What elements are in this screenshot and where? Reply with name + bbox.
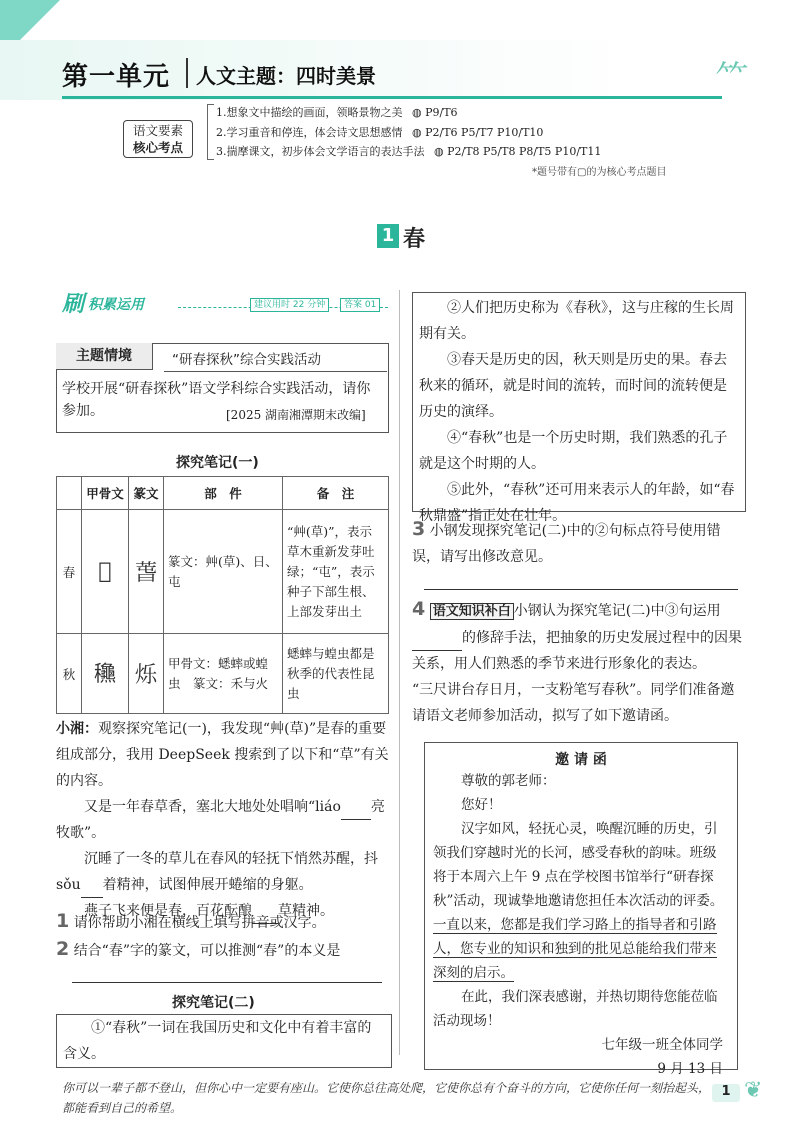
header-cell: 部 件 bbox=[164, 477, 283, 510]
question-text: 小钢发现探究笔记(二)中的②句标点符号使用错误，请写出修改意见。 bbox=[412, 523, 721, 565]
question-context: “三尺讲台存日月，一支粉笔写春秋”。同学们准备邀请语文老师参加活动，拟写了如下邀请函。 bbox=[412, 682, 735, 724]
answer-label: 答案 bbox=[344, 300, 363, 310]
notes2-sentence: ②人们把历史称为《春秋》，这与庄稼的生长周期有关。 bbox=[419, 300, 734, 342]
book-icon: ◍ bbox=[412, 106, 422, 119]
grass-text: 沉睡了一冬的草儿在春风的轻抚下悄然苏醒，抖 sǒu bbox=[56, 851, 378, 893]
theme-source: [2025 湖南湘潭期末改编] bbox=[226, 408, 366, 422]
header-cell: 甲骨文 bbox=[82, 477, 129, 510]
remark-cell: 蟋蟀与蝗虫都是秋季的代表性昆虫 bbox=[283, 634, 389, 714]
letter-signer: 七年级一班全体同学 bbox=[601, 1037, 723, 1053]
core-note: *题号带有▢的为核心考点题目 bbox=[532, 167, 667, 178]
notes2-box-right bbox=[412, 292, 746, 524]
theme-title: 人文主题：四时美景 bbox=[196, 64, 376, 88]
notes2-sentence: ④“春秋”也是一个历史时期，我们熟悉的孔子就是这个时期的人。 bbox=[419, 430, 728, 472]
grass-text: 又是一年春草香，塞北大地处处唱响“liáo bbox=[84, 799, 341, 815]
notes2-box-left bbox=[56, 1014, 392, 1068]
footer-motto: 你可以一辈子都不登山，但你心中一定要有座山。它使你总往高处爬，它使你总有个奋斗的方向，它使你任何一刻抬起头，都能看到自己的希望。 bbox=[62, 1081, 711, 1115]
unit-title: 第一单元 bbox=[62, 62, 171, 92]
question-number: 1 bbox=[56, 910, 70, 932]
grass-paragraph-2 bbox=[56, 846, 390, 898]
bracket-decoration bbox=[207, 104, 214, 160]
key-point-text: 1.想象文中描绘的画面，领略景物之美 bbox=[216, 106, 403, 119]
key-label-line2: 核心考点 bbox=[132, 140, 183, 155]
parts-cell: 甲骨文：蟋蟀或蝗虫 篆文：禾与火 bbox=[164, 634, 283, 714]
xiaoxiang-text: 观察探究笔记(一)，我发现“艸(草)”是春的重要组成部分，我用 DeepSeek 搜索到了以下和“草”有关的内容。 bbox=[56, 721, 389, 789]
notes2-sentence: ③春天是历史的因，秋天则是历史的果。春去秋来的循环，就是时间的流转，而时间的流转便是历史的演绎。 bbox=[419, 352, 727, 420]
section-mark: 刷 bbox=[62, 292, 85, 317]
fill-blank[interactable] bbox=[81, 881, 103, 898]
key-point-refs: P9/T6 bbox=[425, 106, 458, 119]
question-2 bbox=[56, 936, 390, 964]
table-row bbox=[57, 510, 389, 634]
theme-tab: 主题情境 bbox=[56, 343, 153, 370]
leaf-icon: ❦ bbox=[744, 1078, 763, 1103]
notes2-sentence: ⑤此外，“春秋”还可用来表示人的年龄，如“春秋鼎盛”指正处在壮年。 bbox=[419, 482, 735, 524]
question-4 bbox=[412, 596, 742, 729]
letter-body-text: 汉字如风，轻抚心灵，唤醒沉睡的历史，引领我们穿越时光的长河，感受春秋的韵味。班级将于本周六上午 9 点在学校图书馆举行“研春探秋”活动，现诚挚地邀请您担任本次活动的评委。 bbox=[433, 821, 724, 909]
knowledge-tag: 语文知识补白 bbox=[430, 603, 514, 620]
book-icon: ◍ bbox=[412, 126, 422, 139]
notes1-table bbox=[56, 476, 389, 714]
seal-glyph: 萅 bbox=[129, 510, 164, 634]
seal-glyph: 烁 bbox=[129, 634, 164, 714]
table-row bbox=[57, 634, 389, 714]
letter-body bbox=[433, 817, 729, 985]
letter-title: 邀 请 函 bbox=[555, 752, 607, 768]
section-name: 积累运用 bbox=[88, 297, 144, 313]
time-badge bbox=[250, 298, 329, 312]
notes1-title: 探究笔记(一) bbox=[176, 455, 259, 471]
grass-text: 燕子飞来便是春，百花酝酿 bbox=[84, 903, 252, 919]
question-text: 请你帮助小湘在横线上填写拼音或汉字。 bbox=[73, 915, 326, 931]
oracle-glyph: 𥤚 bbox=[82, 634, 129, 714]
theme-tab-line bbox=[164, 371, 387, 372]
invitation-letter bbox=[424, 742, 738, 1077]
xiaoxiang-paragraph bbox=[56, 716, 390, 794]
time-value: 22 分钟 bbox=[292, 300, 326, 310]
letter-hello: 您好！ bbox=[461, 797, 502, 813]
key-point bbox=[216, 124, 543, 140]
speaker-label: 小湘： bbox=[56, 721, 98, 737]
question-text: 结合“春”字的篆文，可以推测“春”的本义是 bbox=[73, 943, 341, 959]
key-point bbox=[216, 104, 458, 120]
letter-closing: 在此，我们深表感谢，并热切期待您能莅临活动现场！ bbox=[433, 989, 718, 1029]
answer-line[interactable] bbox=[424, 589, 738, 590]
answer-line[interactable] bbox=[72, 982, 382, 983]
header-rule bbox=[62, 96, 722, 99]
question-text: 小钢认为探究笔记(二)中③句运用 bbox=[513, 603, 721, 619]
key-point-text: 2.学习重音和停连，体会诗文思想感情 bbox=[216, 126, 403, 139]
header-cell bbox=[57, 477, 82, 510]
parts-cell: 篆文：艸(草)、日、屯 bbox=[164, 510, 283, 634]
letter-underlined-text: 一直以来，您都是我们学习路上的指导者和引路人，您专业的知识和独到的批见总能给我们带来深刻的启示。 bbox=[433, 917, 717, 981]
title-divider bbox=[186, 58, 188, 88]
book-icon: ◍ bbox=[434, 145, 444, 158]
bamboo-icon: ⺮ bbox=[715, 58, 749, 98]
lesson-title: 春 bbox=[403, 226, 426, 252]
oracle-glyph: 𣆀 bbox=[82, 510, 129, 634]
grass-paragraph-1 bbox=[56, 794, 390, 846]
question-number: 3 bbox=[412, 518, 426, 540]
column-divider bbox=[399, 290, 400, 1055]
time-label: 建议用时 bbox=[254, 300, 291, 310]
letter-date: 9 月 13 日 bbox=[657, 1061, 723, 1077]
fill-blank[interactable] bbox=[341, 803, 371, 820]
question-number: 2 bbox=[56, 938, 70, 960]
row-char: 秋 bbox=[57, 634, 82, 714]
question-1 bbox=[56, 908, 390, 936]
notes2-sentence: ①“春秋”一词在我国历史和文化中有着丰富的含义。 bbox=[63, 1020, 372, 1062]
lesson-number: 1 bbox=[377, 224, 399, 248]
fill-blank[interactable] bbox=[412, 634, 462, 651]
notes2-title: 探究笔记(二) bbox=[172, 995, 255, 1011]
question-3 bbox=[412, 516, 742, 570]
remark-cell: “艸(草)”，表示草木重新发芽吐绿；“屯”，表示种子下部生根、上部发芽出土 bbox=[283, 510, 389, 634]
grass-text: 着精神，试图伸展开蜷缩的身躯。 bbox=[102, 877, 313, 893]
key-label-line1: 语文要素 bbox=[132, 123, 183, 138]
question-text: 的修辞手法，把抽象的历史发展过程中的因果关系，用人们熟悉的季节来进行形象化的表达。 bbox=[412, 630, 742, 672]
theme-description: 学校开展“研春探秋”语文学科综合实践活动，请你参加。 bbox=[62, 381, 371, 419]
key-point-refs: P2/T6 P5/T7 P10/T10 bbox=[425, 126, 544, 139]
key-point bbox=[216, 143, 601, 159]
header-cell: 篆文 bbox=[129, 477, 164, 510]
question-number: 4 bbox=[412, 598, 426, 620]
letter-greeting: 尊敬的郭老师： bbox=[461, 773, 556, 789]
grass-text: 草精神。 bbox=[278, 903, 334, 919]
header-cell: 备 注 bbox=[283, 477, 389, 510]
answer-value: 01 bbox=[364, 300, 377, 310]
table-header-row bbox=[57, 477, 389, 510]
key-point-text: 3.揣摩课文，初步体会文学语言的表达手法 bbox=[216, 145, 425, 158]
page-number: 1 bbox=[712, 1084, 740, 1102]
key-points-label bbox=[123, 120, 193, 158]
key-point-refs: P2/T8 P5/T8 P8/T5 P10/T11 bbox=[447, 145, 602, 158]
grass-text: 亮牧歌”。 bbox=[56, 799, 385, 841]
theme-activity: “研春探秋”综合实践活动 bbox=[172, 352, 321, 368]
row-char: 春 bbox=[57, 510, 82, 634]
answer-badge bbox=[340, 298, 380, 312]
